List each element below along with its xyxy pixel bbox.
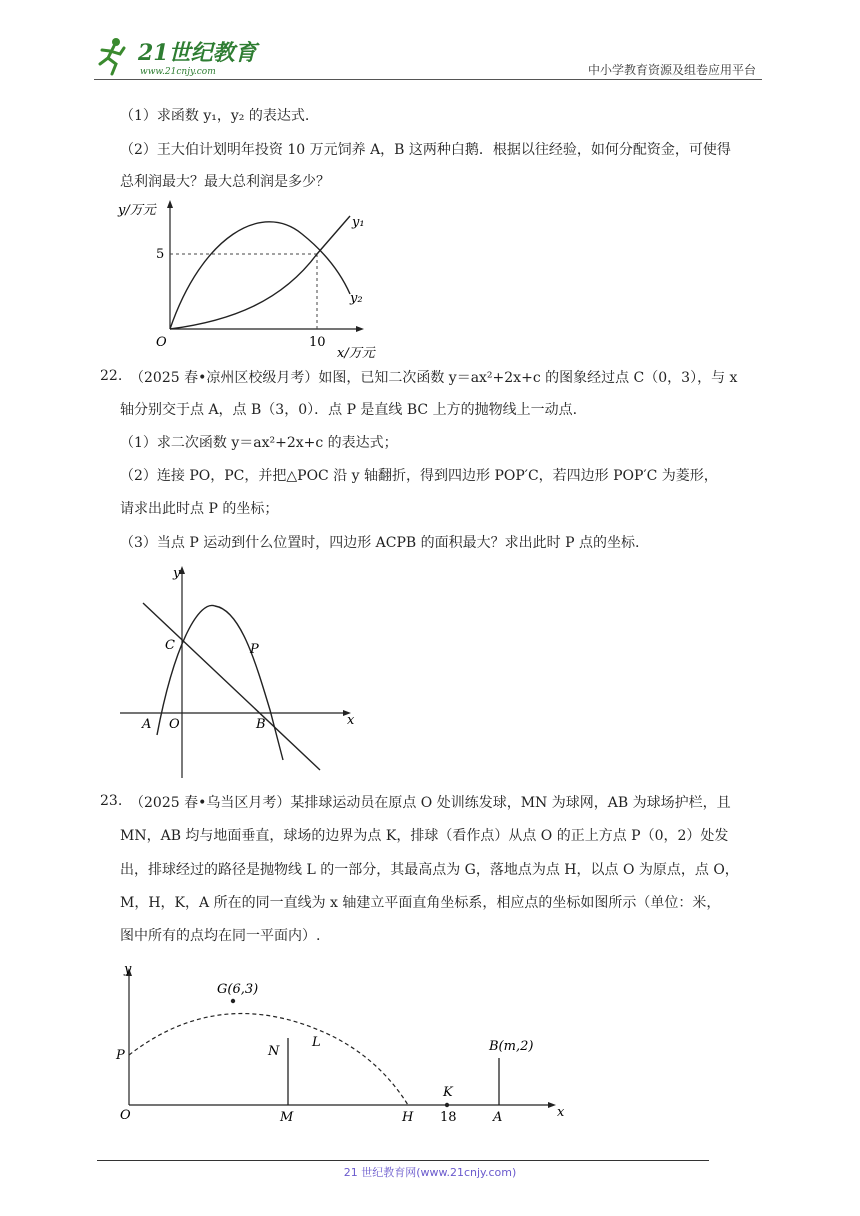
origin-label: O xyxy=(120,1108,131,1123)
point-A-label: A xyxy=(142,717,152,732)
y-axis-label: y xyxy=(173,566,181,581)
k-value-label: 18 xyxy=(440,1110,457,1125)
header-divider xyxy=(94,79,762,80)
point-C-label: C xyxy=(165,638,175,653)
q23-line3: 出，排球经过的路径是抛物线 L 的一部分，其最高点为 G，落地点为点 H，以点 O 为原点，点 O， xyxy=(120,862,739,878)
y-axis-label: y/万元 xyxy=(118,203,156,218)
q22-number: 22. xyxy=(100,368,123,384)
point-B-label: B(m,2) xyxy=(489,1039,534,1054)
q22-sub3: （3）当点 P 运动到什么位置时，四边形 ACPB 的面积最大？求出此时 P 点的坐标. xyxy=(120,535,640,551)
q21-part2-line2: 总利润最大？最大总利润是多少？ xyxy=(120,174,330,190)
q23-figure xyxy=(112,958,572,1132)
q21-figure xyxy=(112,196,402,365)
point-G xyxy=(231,999,235,1003)
q22-sub2-line2: 请求出此时点 P 的坐标； xyxy=(120,501,279,517)
footer-text[interactable]: 21 世纪教育网(www.21cnjy.com) xyxy=(343,1166,517,1179)
origin-label: O xyxy=(169,717,180,732)
q21-part1: （1）求函数 y₁，y₂ 的表达式. xyxy=(120,108,310,124)
point-K-label: K xyxy=(443,1085,453,1100)
site-logo xyxy=(94,34,264,78)
point-H-label: H xyxy=(402,1110,414,1125)
q23-line1: （2025 春•乌当区月考）某排球运动员在原点 O 处训练发球，MN 为球网，AB 为球场护栏，且 xyxy=(130,795,731,811)
q22-sub1: （1）求二次函数 y＝ax²+2x+c 的表达式； xyxy=(120,435,398,451)
curve-y2-label: y₂ xyxy=(350,291,363,306)
point-B-label: B xyxy=(256,717,266,732)
curve-y1-label: y₁ xyxy=(352,215,365,230)
origin-label: O xyxy=(156,335,167,350)
q21-part2-line1: （2）王大伯计划明年投资 10 万元饲养 A，B 这两种白鹅．根据以往经验，如何分配资金，可使得 xyxy=(120,142,731,158)
x-axis-label: x/万元 xyxy=(337,346,375,361)
point-M-label: M xyxy=(280,1110,294,1125)
point-G-label: G(6,3) xyxy=(217,982,259,997)
point-N-label: N xyxy=(268,1044,280,1059)
q23-line2: MN，AB 均与地面垂直，球场的边界为点 K，排球（看作点）从点 O 的正上方点 P（0，2）处发 xyxy=(120,828,729,844)
point-P-label: P xyxy=(250,642,259,657)
footer-divider xyxy=(97,1160,709,1161)
point-K xyxy=(445,1103,449,1107)
y-tick-5: 5 xyxy=(156,247,165,262)
q22-figure xyxy=(115,560,365,786)
q22-sub2-line1: （2）连接 PO，PC，并把△POC 沿 y 轴翻折，得到四边形 POP′C，若四边形 POP′C 为菱形， xyxy=(120,468,718,484)
logo-url: www.21cnjy.com xyxy=(140,67,216,77)
q22-line2: 轴分别交于点 A，点 B（3，0）．点 P 是直线 BC 上方的抛物线上一动点. xyxy=(120,402,578,418)
point-A-label: A xyxy=(493,1110,503,1125)
platform-name: 中小学教育资源及组卷应用平台 xyxy=(587,63,756,77)
parabola-L-label: L xyxy=(312,1035,321,1050)
runner-icon xyxy=(100,38,124,74)
x-tick-10: 10 xyxy=(309,335,326,350)
y-axis-label: y xyxy=(124,962,132,977)
x-axis-label: x xyxy=(557,1105,565,1120)
q23-line5: 图中所有的点均在同一平面内）. xyxy=(120,928,321,944)
q23-line4: M，H，K，A 所在的同一直线为 x 轴建立平面直角坐标系，相应点的坐标如图所示（单位：米， xyxy=(120,895,721,911)
logo-title: 21世纪教育 xyxy=(138,40,257,66)
q22-line1: （2025 春•凉州区校级月考）如图，已知二次函数 y＝ax²+2x+c 的图象经过点 C（0，3），与 x xyxy=(130,370,738,386)
x-axis-label: x xyxy=(347,713,355,728)
point-P-label: P xyxy=(116,1048,125,1063)
q23-number: 23. xyxy=(100,793,123,809)
